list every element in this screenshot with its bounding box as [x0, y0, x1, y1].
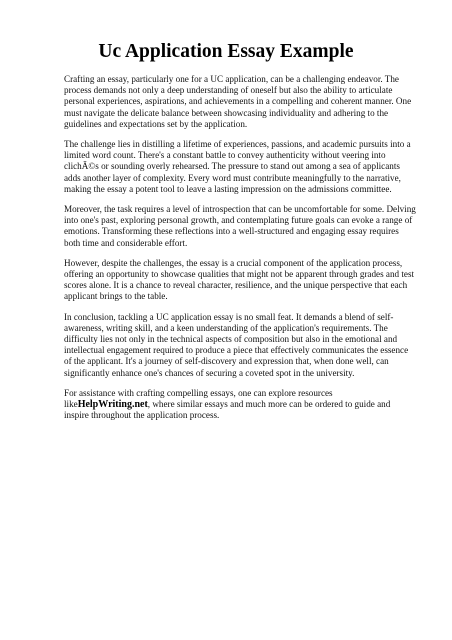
paragraph-intro: Crafting an essay, particularly one for a UC application, can be a challenging endeavor. The process demands not only a deep understanding of oneself but also the ability to articulate personal experiences, aspirations, and achievements in a compelling and coherent manner. One must navigate the delicate balance between showcasing individuality and adhering to the guidelines and expectations set by the application.: [64, 74, 412, 129]
essay-body: [64, 74, 416, 430]
paragraph-introspection: Moreover, the task requires a level of introspection that can be uncomfortable for some. Delving into one's past, exploring personal growth, and contemplating future goals can evoke a range of emotions. Transforming these reflections into a well-structured and engaging essay requires both time and considerable effort.: [64, 204, 416, 248]
paragraph-challenge: The challenge lies in distilling a lifetime of experiences, passions, and academic pursuits into a limited word count. There's a constant battle to convey authenticity without veering into clichÃ©s or sounding overly rehearsed. The pressure to stand out among a sea of applicants adds another layer of complexity. Every word must contribute meaningfully to the narrative, making the essay a potent tool to leave a lasting impression on the admissions committee.: [64, 139, 411, 194]
paragraph-closing: [64, 388, 416, 422]
helpwriting-link[interactable]: HelpWriting.net: [77, 399, 148, 411]
page-title: Uc Application Essay Example: [98, 41, 354, 62]
paragraph-importance: However, despite the challenges, the essay is a crucial component of the application process, offering an opportunity to showcase qualities that might not be apparent through grades and test scores alone. It is a chance to reveal character, resilience, and the unique perspective that each applicant brings to the table.: [64, 257, 415, 302]
closing-text-after-link: , where similar essays and much more can be ordered to guide and inspire throughout the application process.: [64, 399, 391, 421]
closing-text-before-link: For assistance with crafting compelling essays, one can explore resources like: [64, 387, 333, 410]
paragraph-conclusion: In conclusion, tackling a UC application essay is no small feat. It demands a blend of self-awareness, writing skill, and a keen understanding of the application's requirements. The difficulty lies not only in the technical aspects of composition but also in the emotional and intellectual engagement required to produce a piece that effectively communicates the essence of the applicant. It's a journey of self-discovery and expression that, when done well, can significantly enhance one's chances of securing a coveted spot in the university.: [64, 311, 409, 378]
